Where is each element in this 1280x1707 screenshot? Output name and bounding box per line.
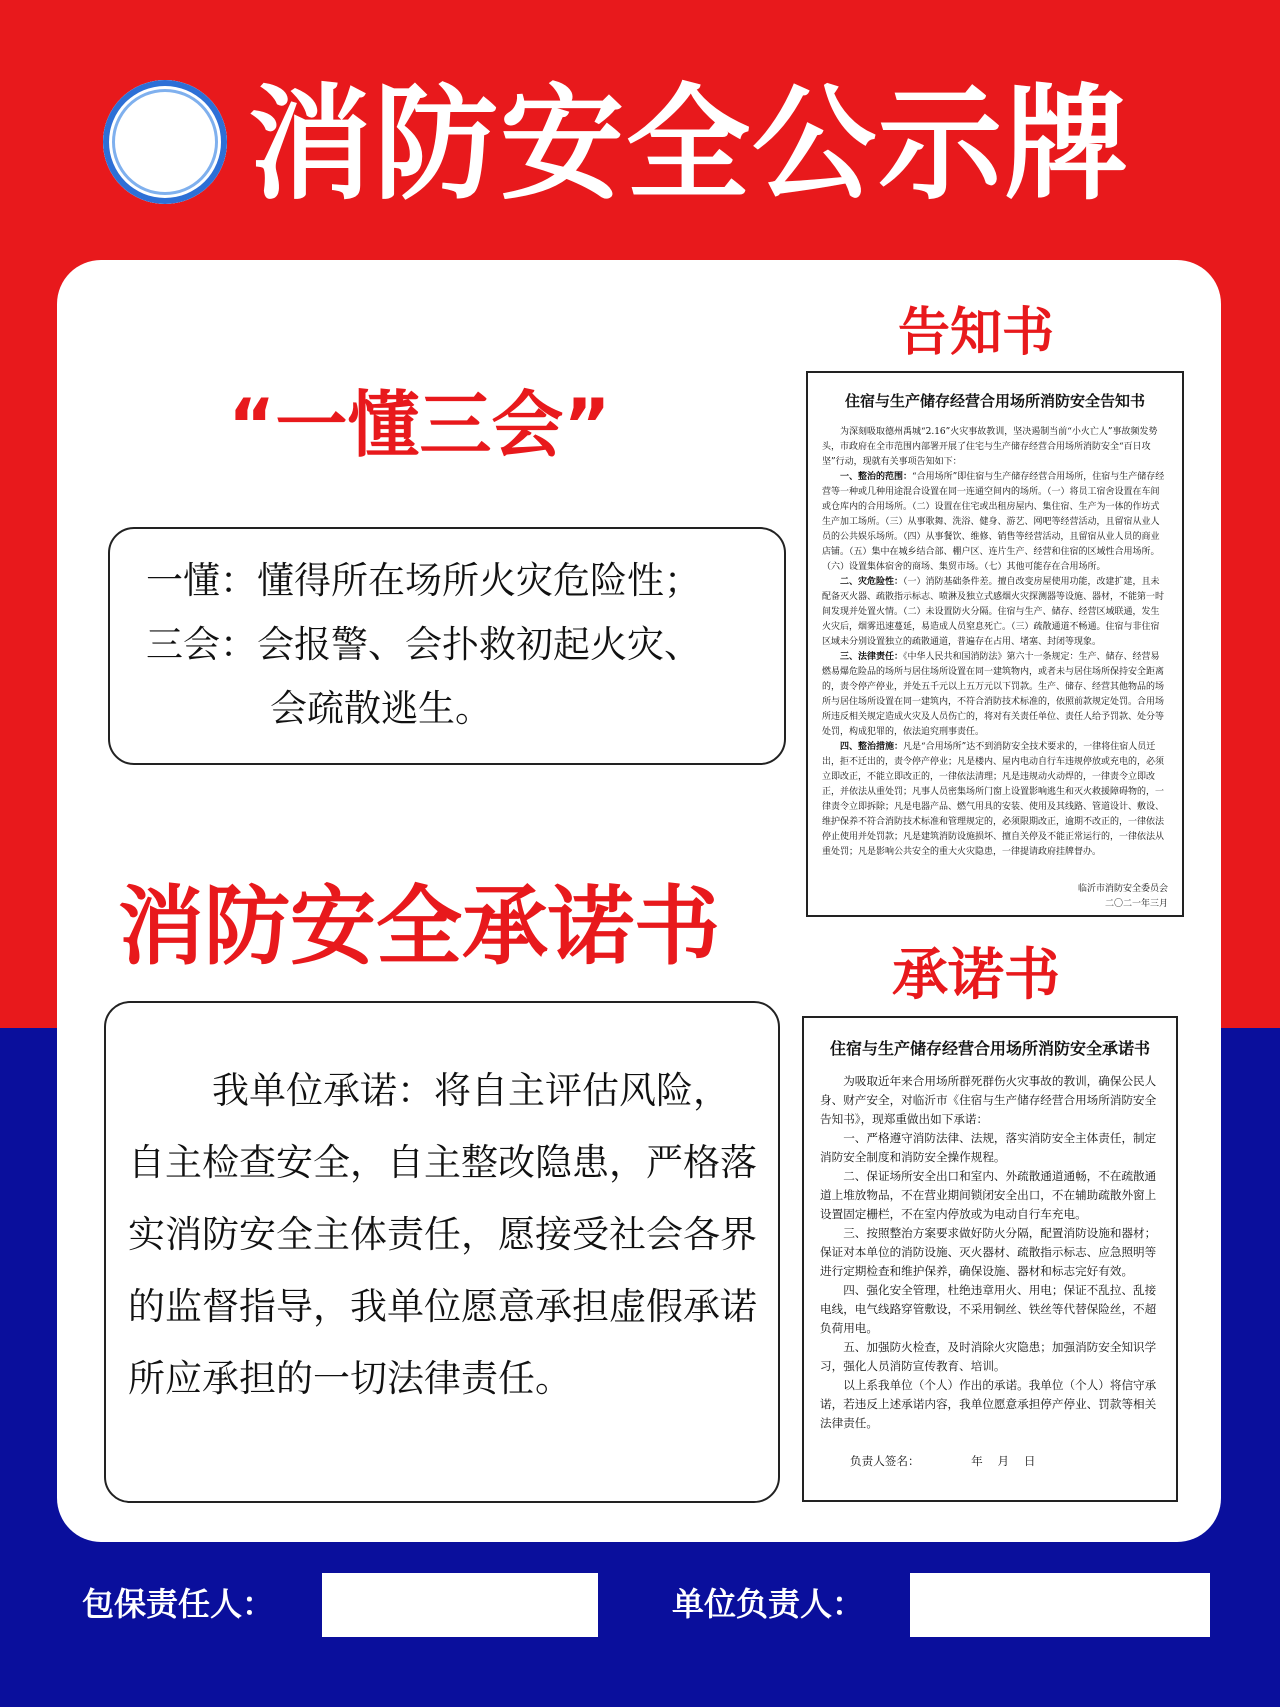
notice-title: 住宿与生产储存经营合用场所消防安全告知书 — [844, 392, 1145, 410]
notice-document — [806, 371, 1184, 917]
heading-notice: 告知书 — [898, 303, 1055, 363]
pledge-title: 住宿与生产储存经营合用场所消防安全承诺书 — [829, 1039, 1150, 1058]
pledge-statement-text: 我单位承诺：将自主评估风险，自主检查安全，自主整改隐患，严格落实消防安全主体责任，愿接受社会各界的监督指导，我单位愿意承担虚假承诺所应承担的一切法律责任。 — [128, 1069, 757, 1400]
pledge-statement-box — [104, 1001, 780, 1503]
pledge-signature-line: 负责人签名： 年 月 日 — [850, 1454, 1036, 1468]
heading-pledge: 承诺书 — [892, 943, 1060, 1008]
principles-box — [108, 527, 786, 765]
principle-line-2: 三会：会报警、会扑救初起火灾、 — [146, 623, 701, 666]
notice-signer: 临沂市消防安全委员会 — [1077, 884, 1168, 894]
pledge-item-2: 二、保证场所安全出口和室内、外疏散通道通畅，不在疏散通道上堆放物品，不在营业期间锁闭安全出口，不在辅助疏散外窗上设置固定栅栏，不在室内停放或为电动自行车充电。 — [820, 1169, 1157, 1221]
notice-date: 二〇二一年三月 — [1104, 899, 1168, 909]
notice-section-1: 一、整治的范围：“合用场所”即住宿与生产储存经营合用场所，住宿与生产储存经营等一种或几种用途混合设置在同一连通空间内的场所。（一）将员工宿舍设置在车间或仓库内的合用场所。（二）设置在住宅或出租房屋内、集住宿、生产为一体的作坊式生产加工场所。（三）从事歌舞、洗浴、健身、游艺、网吧等经营活动，且留宿从业人员的公共娱乐场所。（四）从事餐饮、维修、销售等经营活动，且留宿从业人员的商业店铺。（五）集中在城乡结合部、棚户区、连片生产、经营和住宿的区域性合用场所。（六）设置集体宿舍的商场、集贸市场。（七）其他可能存在合用场所。 — [822, 472, 1165, 572]
pledge-closing: 以上系我单位（个人）作出的承诺。我单位（个人）将信守承诺，若违反上述承诺内容，我单位愿意承担停产停业、罚款等相关法律责任。 — [820, 1378, 1157, 1430]
notice-section-2: 二、灾危险性：（一）消防基础条件差。擅自改变房屋使用功能，改建扩建，且未配备灭火器、疏散指示标志、喷淋及独立式感烟火灾探测器等设施、器材，不能第一时间发现并处置火情。（二）未设置防火分隔。住宿与生产、储存、经营区域联通，发生火灾后，烟雾迅速蔓延，易造成人员窒息死亡。（三）疏散通道不畅通。住宿与非住宿区域未分别设置独立的疏散通道，普遍存在占用、堵塞、封闭等现象。 — [822, 577, 1165, 647]
emblem-circle-icon — [103, 80, 227, 204]
pledge-item-3: 三、按照整治方案要求做好防火分隔，配置消防设施和器材；保证对本单位的消防设施、灭火器材、疏散指示标志、应急照明等进行定期检查和维护保养，确保设施、器材和标志完好有效。 — [820, 1226, 1157, 1278]
principle-line-3: 会疏散逃生。 — [270, 687, 492, 730]
principle-line-1: 一懂：懂得所在场所火灾危险性； — [146, 559, 701, 602]
notice-intro: 为深刻吸取德州禹城“2.16”火灾事故教训，坚决遏制当前“小火亡人”事故频发势头，市政府在全市范围内部署开展了住宅与生产储存经营合用场所消防安全“百日攻坚”行动，现就有关事项告知如下： — [822, 427, 1158, 467]
notice-section-3: 三、法律责任：《中华人民共和国消防法》第六十一条规定：生产、储存、经营易燃易爆危险品的场所与居住场所设置在同一建筑物内，或者未与居住场所保持安全距离的，责令停产停业，并处五千元以上五万元以下罚款。生产、储存、经营其他物品的场所与居住场所设置在同一建筑内，不符合消防技术标准的，依照前款规定处罚。合用场所违反相关规定造成火灾及人员伤亡的，将对有关责任单位、责任人给予罚款、处分等处罚，构成犯罪的，依法追究刑事责任。 — [822, 652, 1165, 737]
guarantor-label: 包保责任人： — [82, 1585, 275, 1623]
guarantor-field[interactable] — [322, 1573, 598, 1637]
pledge-item-1: 一、严格遵守消防法律、法规，落实消防安全主体责任，制定消防安全制度和消防安全操作规程。 — [820, 1131, 1157, 1164]
pledge-item-4: 四、强化安全管理，杜绝违章用火、用电；保证不乱拉、乱接电线，电气线路穿管敷设，不采用铜丝、铁丝等代替保险丝，不超负荷用电。 — [820, 1283, 1157, 1335]
unit-leader-label: 单位负责人： — [672, 1585, 865, 1623]
pledge-intro: 为吸取近年来合用场所群死群伤火灾事故的教训，确保公民人身、财产安全，对临沂市《住宿与生产储存经营合用场所消防安全告知书》，现郑重做出如下承诺： — [820, 1074, 1157, 1126]
pledge-document — [802, 1016, 1178, 1502]
pledge-item-5: 五、加强防火检查，及时消除火灾隐患；加强消防安全知识学习，强化人员消防宣传教育、培训。 — [820, 1340, 1157, 1373]
notice-section-4: 四、整治措施：凡是“合用场所”达不到消防安全技术要求的，一律将住宿人员迁出，拒不迁出的，责令停产停业；凡是楼内、屋内电动自行车违规停放或充电的，必须立即改正，不能立即改正的，一律依法清理；凡是违规动火动焊的，一律责令立即改正，并依法从重处罚；凡事人员密集场所门窗上设置影响逃生和灭火救援障碍物的，一律责令立即拆除；凡是电器产品、燃气用具的安装、使用及其线路、管道设计、敷设、维护保养不符合消防技术标准和管理规定的，必须限期改正，逾期不改正的，一律依法停止使用并处罚款；凡是建筑消防设施损坏、擅自关停及不能正常运行的，一律依法从重处罚；凡是影响公共安全的重大火灾隐患，一律提请政府挂牌督办。 — [822, 742, 1165, 857]
heading-safety-pledge: 消防安全承诺书 — [118, 877, 720, 977]
heading-one-understand-three-abilities: “一懂三会” — [228, 383, 611, 467]
page-title: 消防安全公示牌 — [248, 73, 1131, 217]
unit-leader-field[interactable] — [910, 1573, 1210, 1637]
